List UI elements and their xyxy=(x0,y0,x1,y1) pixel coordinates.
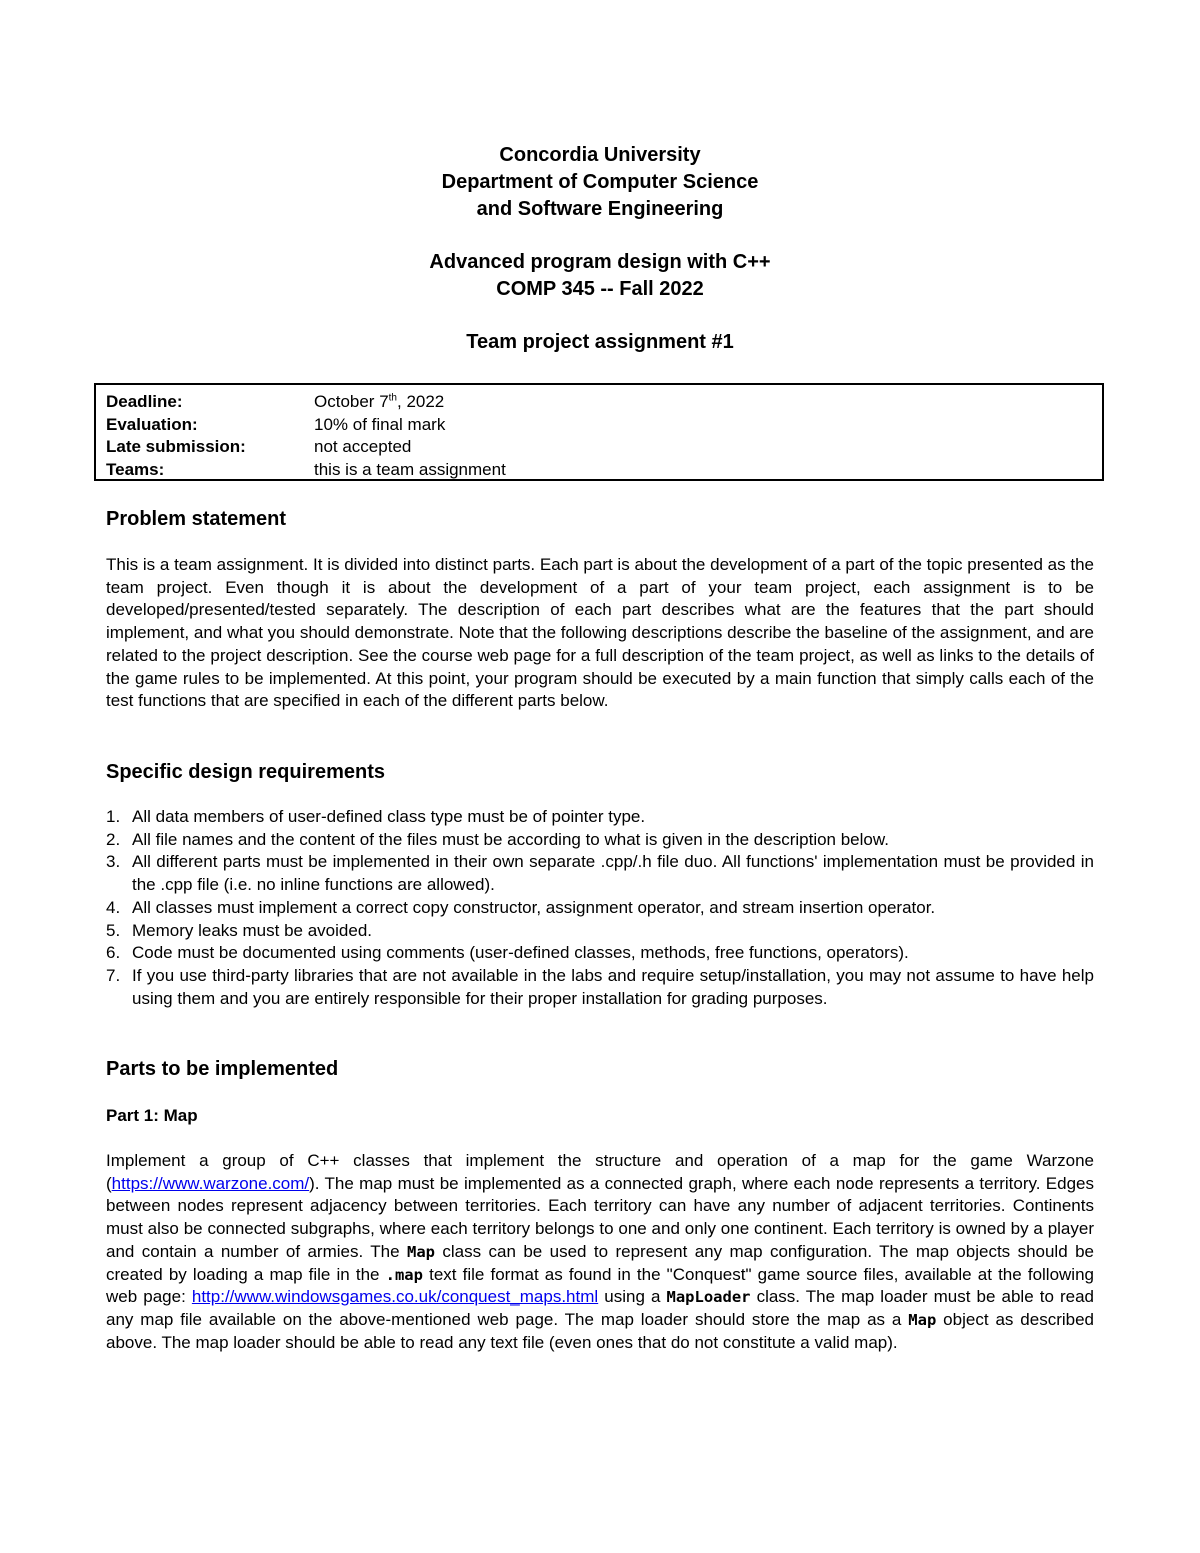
evaluation-label: Evaluation: xyxy=(106,414,198,434)
list-item: 5. Memory leaks must be avoided. xyxy=(106,920,372,940)
design-requirements-list xyxy=(106,806,1094,1010)
assignment-info-box xyxy=(94,383,1104,481)
evaluation-value: 10% of final mark xyxy=(314,414,446,434)
teams-value: this is a team assignment xyxy=(314,459,506,479)
list-item: 4. All classes must implement a correct copy constructor, assignment operator, and stream insertion operator. xyxy=(106,897,936,917)
info-row-deadline xyxy=(106,391,1092,414)
course-code: COMP 345 -- Fall 2022 xyxy=(496,278,704,300)
part1-heading: Part 1: Map xyxy=(106,1106,198,1125)
deadline-value: October 7th, 2022 xyxy=(314,392,445,411)
maploader-class-code: MapLoader xyxy=(666,1288,751,1307)
problem-statement-text: This is a team assignment. It is divided into distinct parts. Each part is about the development of a part of the topic presented as the team project. Even though it is about the development of a part of your team project, each assignment is to be developed/presented/tested separately. The description of each part describes what are the features that the part should implement, and what you should demonstrate. Note that the following descriptions describe the baseline of the assignment, and are related to the project description. See the course web page for a full description of the team project, as well as links to the details of the game rules to be implemented. At this point, your program should be executed by a main function that simply calls each of the test functions that are specified in each of the different parts below. xyxy=(106,555,1094,711)
list-item: 1. All data members of user-defined class type must be of pointer type. xyxy=(106,807,646,826)
part1-text: Implement a group of C++ classes that implement the structure and operation of a map for the game Warzone (https://www.warzone.com/). The map must be implemented as a connected graph, where each node represents a territory. Edges between nodes represent adjacency between territories. Each territory can have any number of adjacent territories. Continents must also be connected subgraphs, where each territory belongs to one and only one continent. Each territory is owned by a player and contain a number of armies. The Map class can be used to represent any map configuration. The map objects should be created by loading a map file in the .map text file format as found in the "Conquest" game source files, available at the following web page: http://www.windowsgames.co.uk/conquest_maps.html using a MapLoader class. The map loader must be able to read any map file available on the above-mentioned web page. The map loader should store the map as a Map object as described above. The map loader should be able to read any text file (even ones that do not constitute a valid map). xyxy=(106,1151,1094,1352)
design-requirements-heading: Specific design requirements xyxy=(106,761,385,783)
list-item: 2. All file names and the content of the files must be according to what is given in the description below. xyxy=(106,829,889,849)
department-name: Department of Computer Science xyxy=(441,171,759,193)
info-row-teams xyxy=(106,459,1092,482)
info-row-late xyxy=(106,436,1092,459)
late-submission-label: Late submission: xyxy=(106,437,246,456)
conquest-maps-link[interactable]: http://www.windowsgames.co.uk/conquest_maps.html xyxy=(191,1287,599,1307)
assignment-title: Team project assignment #1 xyxy=(466,331,734,353)
late-submission-value: not accepted xyxy=(314,437,412,456)
course-title: Advanced program design with C++ xyxy=(429,251,771,273)
map-extension-code: .map xyxy=(385,1265,423,1284)
list-item: 3. All different parts must be implemented in their own separate .cpp/.h file duo. All functions' implementation must be provided in the .cpp file (i.e. no inline functions are allowed). xyxy=(106,852,1094,895)
document-header xyxy=(0,142,1200,356)
info-row-evaluation xyxy=(106,414,1092,437)
problem-statement-heading: Problem statement xyxy=(106,508,287,530)
map-class-code-2: Map xyxy=(908,1310,937,1329)
teams-label: Teams: xyxy=(106,459,165,479)
list-item: 6. Code must be documented using comments (user-defined classes, methods, free functions, operators). xyxy=(106,943,909,963)
warzone-link[interactable]: https://www.warzone.com/ xyxy=(111,1173,310,1193)
university-name: Concordia University xyxy=(499,144,701,166)
parts-heading: Parts to be implemented xyxy=(106,1058,339,1080)
department-name-2: and Software Engineering xyxy=(476,198,724,220)
deadline-label: Deadline: xyxy=(106,392,183,411)
map-class-code: Map xyxy=(406,1242,435,1261)
list-item: 7. If you use third-party libraries that are not available in the labs and require setup/installation, you may not assume to have help using them and you are entirely responsible for their proper installation for grading purposes. xyxy=(106,965,1094,1008)
